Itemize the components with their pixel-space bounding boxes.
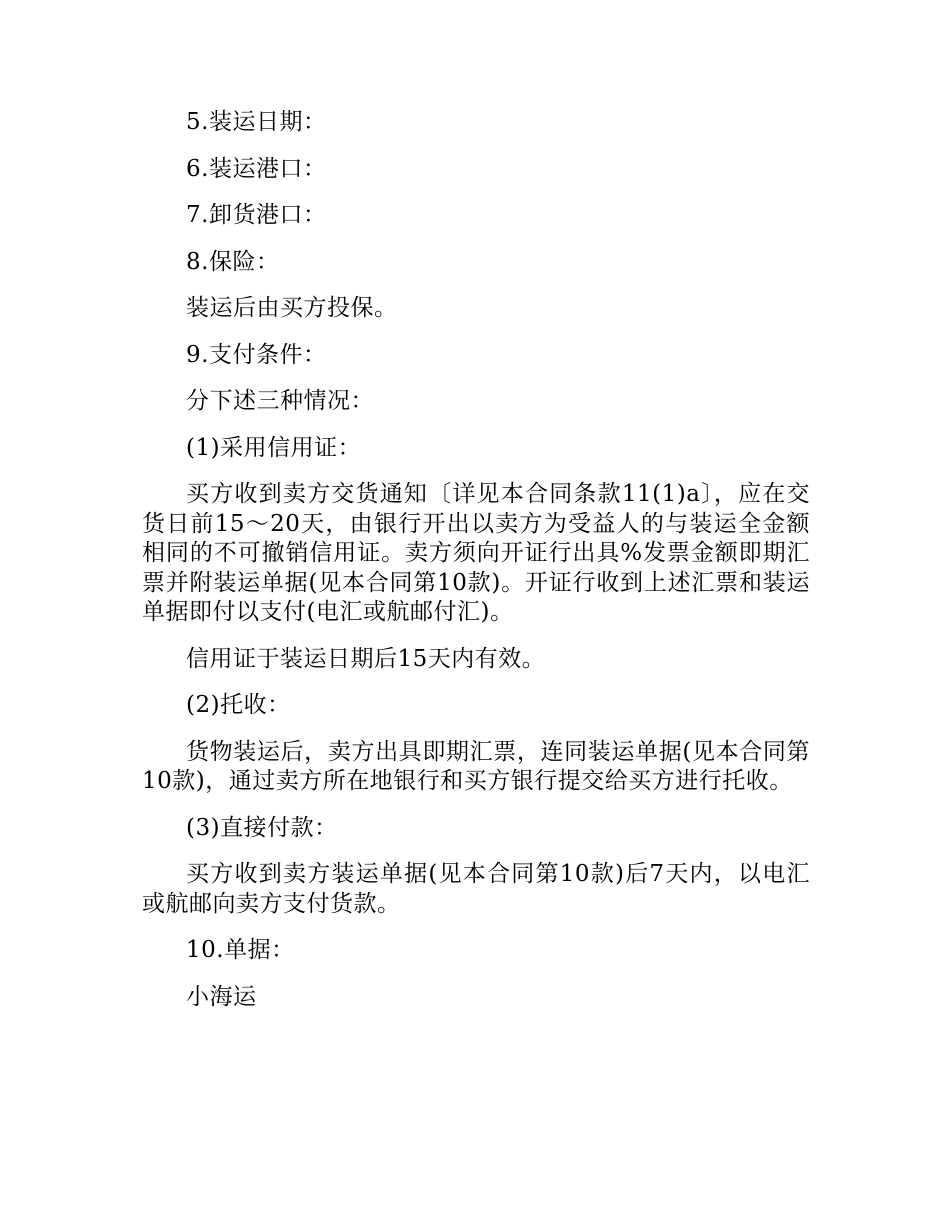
payment-lc-text: 买方收到卖方交货通知〔详见本合同条款11(1)a〕，应在交货日前15～20天，由银行开出以卖方为受益人的与装运全金额相同的不可撤销信用证。卖方须向开证行出具%发票金额即期汇票并附装运单据(见本合同第10款)。开证行收到上述汇票和装运单据即付以支付(电汇或航邮付汇)。 (142, 481, 810, 625)
clause-payment-terms: 9.支付条件： (186, 341, 327, 368)
insurance-text: 装运后由买方投保。 (186, 295, 398, 321)
clause-shipment-date: 5.装运日期： (186, 109, 327, 135)
documents-item: 小海运 (186, 983, 257, 1010)
document-body (142, 108, 810, 1029)
payment-direct-text: 买方收到卖方装运单据(见本合同第10款)后7天内，以电汇或航邮向卖方支付货款。 (142, 861, 810, 917)
payment-collection-text: 货物装运后，卖方出具即期汇票，连同装运单据(见本合同第10款)，通过卖方所在地银行和买方银行提交给买方进行托收。 (142, 738, 810, 794)
clause-documents: 10.单据： (186, 937, 295, 963)
payment-collection-heading: (2)托收： (186, 692, 291, 718)
payment-intro: 分下述三种情况： (186, 388, 374, 414)
payment-lc-heading: (1)采用信用证： (186, 434, 362, 461)
payment-direct-heading: (3)直接付款： (186, 814, 338, 841)
clause-insurance: 8.保险： (186, 248, 280, 275)
clause-loading-port: 6.装运港口： (186, 155, 327, 182)
payment-lc-validity: 信用证于装运日期后15天内有效。 (186, 645, 546, 672)
clause-discharge-port: 7.卸货港口： (186, 202, 327, 228)
